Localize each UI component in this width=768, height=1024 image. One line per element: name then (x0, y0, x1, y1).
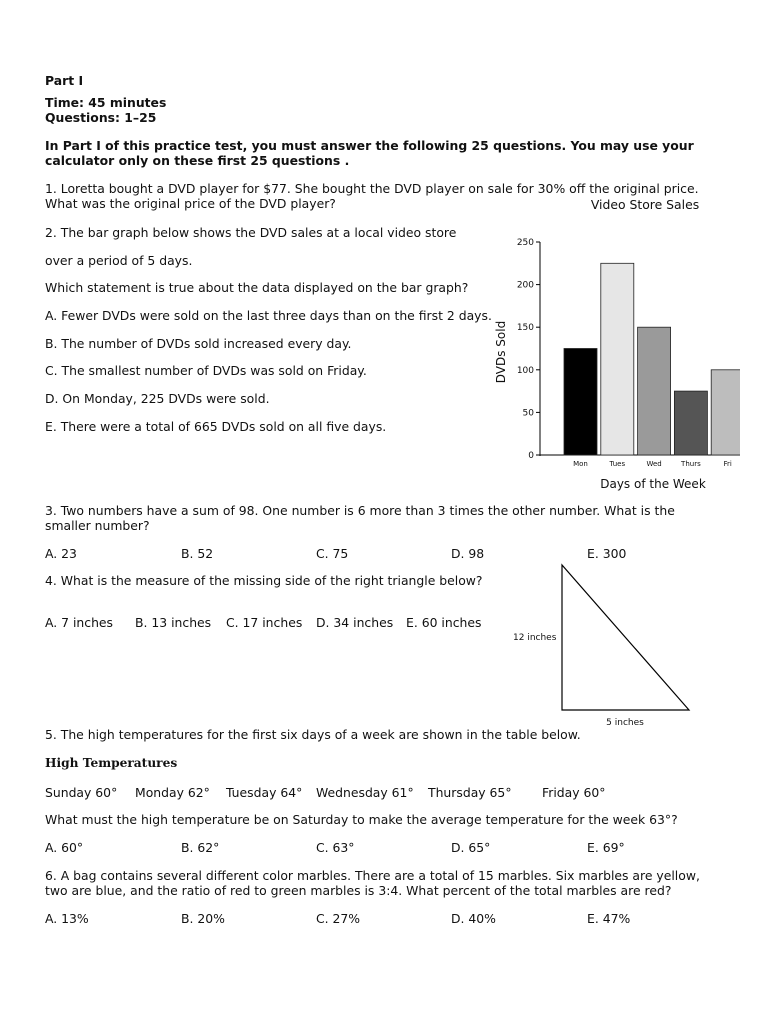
temp-wednesday: Wednesday 61° (316, 785, 414, 800)
q5-choice-c: C. 63° (316, 840, 355, 855)
chart-y-tick-label: 150 (516, 323, 534, 334)
q4-choice-c: C. 17 inches (226, 615, 303, 630)
q3-choice-a: A. 23 (45, 546, 77, 561)
table-title: High Temperatures (45, 756, 178, 770)
chart-x-ticks (573, 460, 732, 468)
q5-question: What must the high temperature be on Saturday to make the average temperature for the week 63°? (45, 812, 678, 827)
q6-choice-b: B. 20% (181, 911, 225, 926)
right-triangle (562, 565, 689, 710)
bar-chart (490, 190, 740, 495)
chart-bar-mon (564, 349, 597, 456)
q4-choice-e: E. 60 inches (406, 615, 482, 630)
chart-x-tick-label: Wed (646, 460, 662, 468)
chart-bar-wed (638, 327, 671, 455)
q6-choice-a: A. 13% (45, 911, 89, 926)
chart-title: Video Store Sales (590, 197, 700, 212)
q2-choice-e: E. There were a total of 665 DVDs sold on all five days. (45, 419, 387, 434)
chart-y-tick-label: 250 (516, 238, 534, 248)
time-label: Time: 45 minutes (45, 95, 167, 110)
chart-x-tick-label: Mon (573, 460, 588, 468)
temp-sunday: Sunday 60° (45, 785, 118, 800)
q4-choice-b: B. 13 inches (135, 615, 212, 630)
q4-choice-a: A. 7 inches (45, 615, 113, 630)
chart-x-tick-label: Thurs (681, 460, 701, 468)
q1-line-1: 1. Loretta bought a DVD player for $77. She bought the DVD player on sale for 30% off the original price. (45, 181, 699, 196)
chart-y-tick-label: 50 (522, 408, 534, 419)
q2-line-1: 2. The bar graph below shows the DVD sales at a local video store (45, 225, 457, 240)
q6-choice-e: E. 47% (587, 911, 631, 926)
right-triangle-figure (505, 558, 705, 733)
triangle-base-label: 5 inches (606, 718, 644, 728)
q3-choice-c: C. 75 (316, 546, 349, 561)
chart-y-tick-label: 200 (516, 280, 534, 291)
q6-choice-c: C. 27% (316, 911, 361, 926)
q2-choice-c: C. The smallest number of DVDs was sold on Friday. (45, 363, 367, 378)
q2-choice-a: A. Fewer DVDs were sold on the last three days than on the first 2 days. (45, 308, 492, 323)
instructions-line-2: calculator only on these first 25 questions . (45, 153, 350, 168)
q3-choice-e: E. 300 (587, 546, 627, 561)
temp-tuesday: Tuesday 64° (226, 785, 303, 800)
q1-line-2: What was the original price of the DVD player? (45, 196, 336, 211)
chart-x-tick-label: Fri (723, 460, 732, 468)
q6-choice-d: D. 40% (451, 911, 496, 926)
instructions-line-1: In Part I of this practice test, you must answer the following 25 questions. You may use your (45, 138, 694, 153)
chart-y-axis-label: DVDs Sold (494, 320, 508, 384)
q6-line-2: two are blue, and the ratio of red to green marbles is 3:4. What percent of the total marbles are red? (45, 883, 672, 898)
q2-choice-b: B. The number of DVDs sold increased every day. (45, 336, 352, 351)
triangle-vertical-label: 12 inches (513, 633, 557, 643)
q5-choice-e: E. 69° (587, 840, 625, 855)
chart-bar-tues (601, 263, 634, 455)
chart-bar-thurs (674, 391, 707, 455)
q3-line-1: 3. Two numbers have a sum of 98. One number is 6 more than 3 times the other number. What is the (45, 503, 675, 518)
questions-label: Questions: 1–25 (45, 110, 157, 125)
part-label: Part I (45, 73, 84, 88)
temp-thursday: Thursday 65° (428, 785, 512, 800)
chart-y-tick-label: 100 (516, 365, 534, 376)
q2-line-3: Which statement is true about the data displayed on the bar graph? (45, 280, 469, 295)
q2-choice-d: D. On Monday, 225 DVDs were sold. (45, 391, 270, 406)
chart-y-ticks (517, 238, 540, 461)
chart-y-tick-label: 0 (528, 451, 534, 461)
chart-bar-fri (711, 370, 740, 455)
q5-choice-a: A. 60° (45, 840, 84, 855)
q6-line-1: 6. A bag contains several different color marbles. There are a total of 15 marbles. Six marbles are yellow, (45, 868, 700, 883)
chart-x-axis-label: Days of the Week (600, 477, 706, 491)
temp-monday: Monday 62° (135, 785, 210, 800)
q5-text: 5. The high temperatures for the first six days of a week are shown in the table below. (45, 727, 581, 742)
q3-choice-b: B. 52 (181, 546, 214, 561)
q2-line-2: over a period of 5 days. (45, 253, 193, 268)
temp-friday: Friday 60° (542, 785, 606, 800)
q5-choice-b: B. 62° (181, 840, 220, 855)
chart-bars (564, 263, 740, 455)
q3-line-2: smaller number? (45, 518, 150, 533)
q4-text: 4. What is the measure of the missing side of the right triangle below? (45, 573, 483, 588)
q4-choice-d: D. 34 inches (316, 615, 394, 630)
q3-choice-d: D. 98 (451, 546, 485, 561)
q5-choice-d: D. 65° (451, 840, 491, 855)
chart-x-tick-label: Tues (609, 460, 626, 468)
